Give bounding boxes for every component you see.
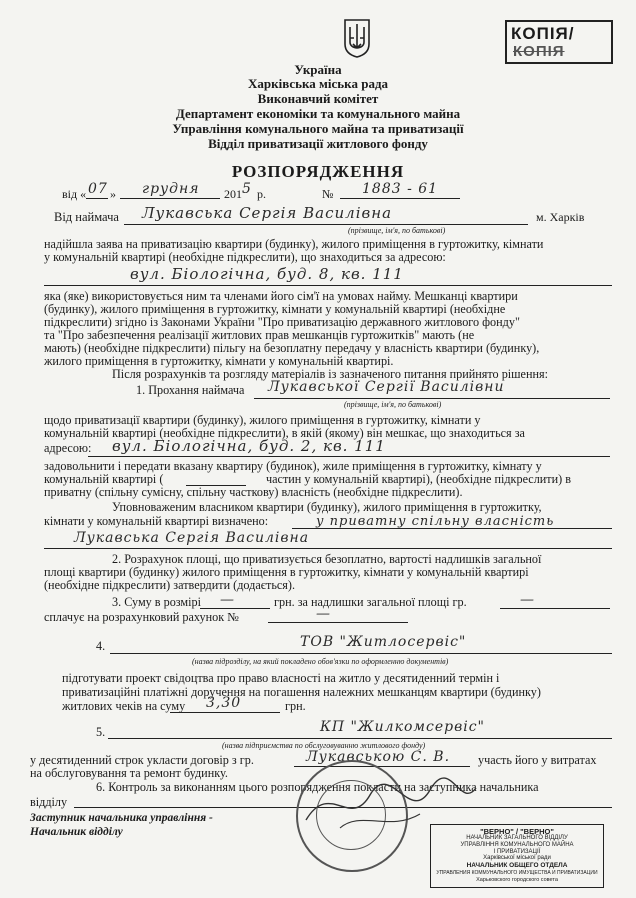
date-year-digit: 5 — [242, 181, 252, 197]
item1-owner-1: у приватну спільну власність — [316, 514, 555, 529]
body-line-1: надійшла заява на приватизацію квартири (будинку), жилого приміщення в гуртожитку, кімнати — [44, 237, 544, 251]
item1-line-5b: частин у комунальній квартирі), (необхідне підкреслити) в — [266, 472, 572, 486]
city: м. Харків — [536, 210, 585, 224]
item1-line-4: задовольнити і передати вказану квартиру (будинок), жиле приміщення в гуртожитку, кімнату у — [44, 459, 542, 473]
item3-line-1a: 3. Суму в розмірі — [112, 595, 202, 609]
item3-person-dash: — — [520, 592, 535, 608]
item2-line-2: площі квартири (будинку) жилого приміщення в гуртожитку, кімнати у комунальній квартирі — [44, 565, 529, 579]
item5-line-1a: у десятиденний строк укласти договір з гр. — [30, 753, 254, 767]
date-day: 07 — [88, 181, 108, 197]
item3-line-2: сплачує на розрахунковий рахунок № — [44, 610, 239, 624]
document-number: 1883 - 61 — [362, 181, 439, 197]
item5-line-1b: участь його у витратах — [478, 753, 597, 767]
item1-line-5a: комунальній квартирі ( — [44, 472, 164, 486]
number-label: № — [322, 187, 334, 201]
item4-number: 4. — [96, 639, 106, 653]
body-line-5: підкреслити) згідно із Законами України "Про приватизацію державного житлового фонду" — [44, 315, 520, 329]
item4-line-2: приватизаційні платіжні доручення на погашення належних мешканцям квартири (будинку) — [62, 685, 541, 699]
copy-stamp-bottom: КОПІЯ — [513, 43, 565, 60]
cert-stamp-line-2: НАЧАЛЬНИК ЗАГАЛЬНОГО ВІДДІЛУ — [466, 835, 568, 841]
body-line-3: яка (яке) використовується ним та членами його сім'ї на умовах найму. Мешканці квартири — [44, 289, 518, 303]
trident-coat-of-arms-icon — [342, 18, 372, 58]
body-line-8: жилого приміщення в гуртожитку, кімнати у комунальній квартирі. — [44, 354, 394, 368]
item1-hint: (прізвище, ім'я, по батькові) — [344, 400, 442, 409]
cert-stamp-line-7: УПРАВЛЕНИЯ КОММУНАЛЬНОГО ИМУЩЕСТВА И ПРИВАТИЗАЦИИ — [436, 870, 598, 876]
body-line-4: (будинку), жилого приміщення в гуртожитку, кімнати у комунальній квартирі (необхідне — [44, 302, 506, 316]
item4-sum: 3,30 — [206, 695, 242, 711]
item2-line-1: 2. Розрахунок площі, що приватизується безоплатно, вартості надлишків загальної — [112, 552, 542, 566]
cert-stamp-line-8: Харьковского городского совета — [476, 877, 558, 883]
cert-stamp-line-1: "ВЕРНО" / "ВЕРНО" — [480, 827, 554, 836]
body-line-7: мають) (необхідне підкреслити) пільгу на безоплатну передачу у власність квартири (будинку), — [44, 341, 540, 355]
date-year-prefix: 201 — [224, 187, 242, 201]
cert-stamp-line-3: УПРАВЛІННЯ КОМУНАЛЬНОГО МАЙНА — [460, 842, 574, 848]
employer-name: Лукавська Сергія Василівна — [142, 204, 393, 222]
header-country: Україна — [294, 62, 342, 77]
item1-owner-2: Лукавська Сергія Василівна — [74, 530, 310, 546]
header-office: Управління комунального майна та приватизації — [172, 121, 464, 136]
copy-stamp — [505, 20, 613, 64]
item4-line-3a: житлових чеків на суму — [62, 699, 186, 713]
employer-label: Від наймача — [54, 210, 119, 224]
item2-line-3: (необхідне підкреслити) затвердити (додається). — [44, 578, 296, 592]
body-line-9: Після розрахунків та розгляду матеріалів із зазначеного питання прийнято рішення: — [112, 367, 549, 381]
body-line-6: та "Про забезпечення реалізації житлових прав мешканців гуртожитків" мають (не — [44, 328, 475, 342]
item3-line-1b: грн. за надлишки загальної площі гр. — [274, 595, 467, 609]
body-line-2: у комунальній квартирі (необхідне підкреслити), що знаходиться за адресою: — [44, 250, 446, 264]
employer-hint: (прізвище, ім'я, по батькові) — [348, 226, 446, 235]
header-division: Відділ приватизації житлового фонду — [208, 136, 428, 151]
item1-line-3a: адресою: — [44, 441, 92, 455]
item5-value: КП "Жилкомсервіс" — [320, 719, 485, 735]
copy-stamp-top: КОПІЯ/ — [511, 24, 575, 43]
item5-number: 5. — [96, 725, 106, 739]
cert-stamp-line-4: І ПРИВАТИЗАЦІЇ — [493, 849, 541, 855]
item1-address: вул. Біологічна, буд. 2, кв. 111 — [112, 437, 386, 455]
item5-hint: (назва підприємства по обслуговуванню житлового фонду) — [222, 741, 426, 750]
item6-line-1: 6. Контроль за виконанням цього розпорядження покласти на заступника начальника — [96, 780, 539, 794]
cert-stamp-line-5: Харківської міської ради — [483, 855, 551, 861]
header-committee: Виконавчий комітет — [257, 91, 379, 106]
item4-line-3b: грн. — [285, 699, 306, 713]
item1-line-1: щодо приватизації квартири (будинку), жилого приміщення в гуртожитку, кімнати у — [44, 413, 481, 427]
body-address: вул. Біологічна, буд. 8, кв. 111 — [130, 265, 404, 283]
item5-line-2: на обслуговування та ремонт будинку. — [30, 766, 228, 780]
document-title: РОЗПОРЯДЖЕННЯ — [231, 162, 405, 181]
date-prefix: від « — [62, 187, 87, 201]
item5-party: Лукавською С. В. — [306, 749, 451, 765]
item1-line-7: Уповноваженим власником квартири (будинку), жилого приміщення в гуртожитку, — [112, 500, 542, 514]
signature-role-1: Заступник начальника управління - — [30, 812, 213, 824]
item4-hint: (назва підрозділу, на який покладено обов'язки по оформленню документів) — [192, 657, 449, 666]
signature-role-2: Начальник відділу — [30, 826, 123, 838]
item4-value: ТОВ "Житлосервіс" — [300, 634, 467, 650]
item1-label: 1. Прохання наймача — [136, 383, 245, 397]
certification-stamp — [430, 824, 604, 888]
item1-name: Лукавської Сергії Василівни — [268, 379, 505, 395]
item3-sum-dash: — — [220, 592, 235, 608]
item1-line-2: комунальній квартирі (необхідне підкреслити), в якій (якому) він мешкає, що знаходиться за — [44, 426, 525, 440]
item3-account-dash: — — [316, 606, 331, 622]
item1-line-6: приватну (спільну сумісну, спільну часткову) власність (необхідне підкреслити). — [44, 485, 463, 499]
item6-line-2: відділу — [30, 795, 68, 809]
item1-line-8a: кімнати у комунальній квартирі визначено: — [44, 514, 269, 528]
date-year-suffix: р. — [257, 187, 266, 201]
date-month: грудня — [142, 181, 200, 197]
cert-stamp-line-6: НАЧАЛЬНИК ОБЩЕГО ОТДЕЛА — [466, 862, 568, 869]
item4-line-1: підготувати проект свідоцтва про право власності на житло у десятиденний термін і — [62, 671, 500, 685]
date-mid: » — [110, 187, 116, 201]
header-dept: Департамент економіки та комунального майна — [175, 106, 461, 121]
header-council: Харківська міська рада — [247, 76, 389, 91]
